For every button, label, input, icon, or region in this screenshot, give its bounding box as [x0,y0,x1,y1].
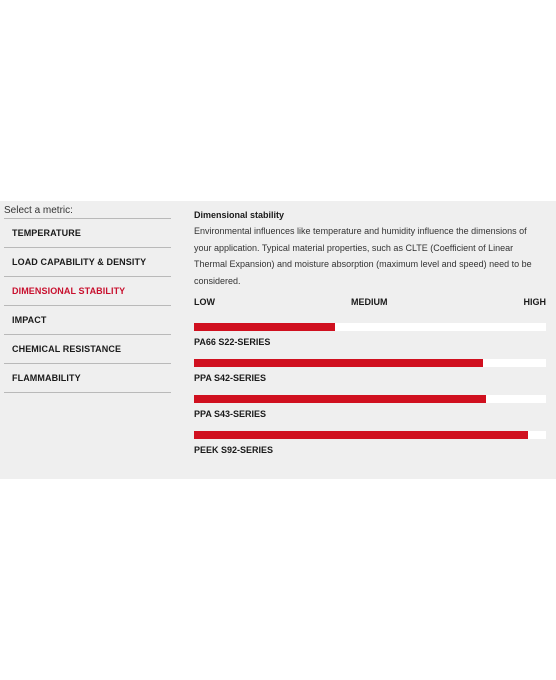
series-list [194,323,546,455]
rating-bar-fill [194,395,486,403]
metric-item-dimensional-stability[interactable]: DIMENSIONAL STABILITY [4,277,171,306]
metric-title: Dimensional stability [194,210,285,220]
rating-bar-track [194,323,546,331]
metric-item-impact[interactable]: IMPACT [4,306,171,335]
rating-scale [194,297,546,309]
rating-bar-track [194,359,546,367]
series-item [194,323,546,347]
metric-details [194,210,546,467]
series-item [194,431,546,455]
rating-bar-fill [194,323,335,331]
scale-medium-label: MEDIUM [351,297,388,307]
series-name: PPA S43-SERIES [194,409,267,419]
rating-bar-fill [194,431,528,439]
series-name: PA66 S22-SERIES [194,337,271,347]
metric-selector [4,204,171,393]
scale-low-label: LOW [194,297,215,307]
rating-bar-track [194,431,546,439]
series-name: PPA S42-SERIES [194,373,267,383]
scale-high-label: HIGH [523,297,546,307]
metric-item-flammability[interactable]: FLAMMABILITY [4,364,171,393]
series-name: PEEK S92-SERIES [194,445,274,455]
select-metric-label: Select a metric: [4,204,171,219]
metric-item-load-capability-density[interactable]: LOAD CAPABILITY & DENSITY [4,248,171,277]
rating-bar-fill [194,359,483,367]
metric-panel [0,201,556,479]
metric-description: Environmental influences like temperature and humidity influence the dimensions of your application. Typical material properties, such as CLTE (Coefficient of Linear Thermal Expansion) and moisture absorption (maximum level and speed) need to be considered. [194,226,532,286]
series-item [194,395,546,419]
rating-bar-track [194,395,546,403]
metric-item-chemical-resistance[interactable]: CHEMICAL RESISTANCE [4,335,171,364]
metric-item-temperature[interactable]: TEMPERATURE [4,219,171,248]
series-item [194,359,546,383]
